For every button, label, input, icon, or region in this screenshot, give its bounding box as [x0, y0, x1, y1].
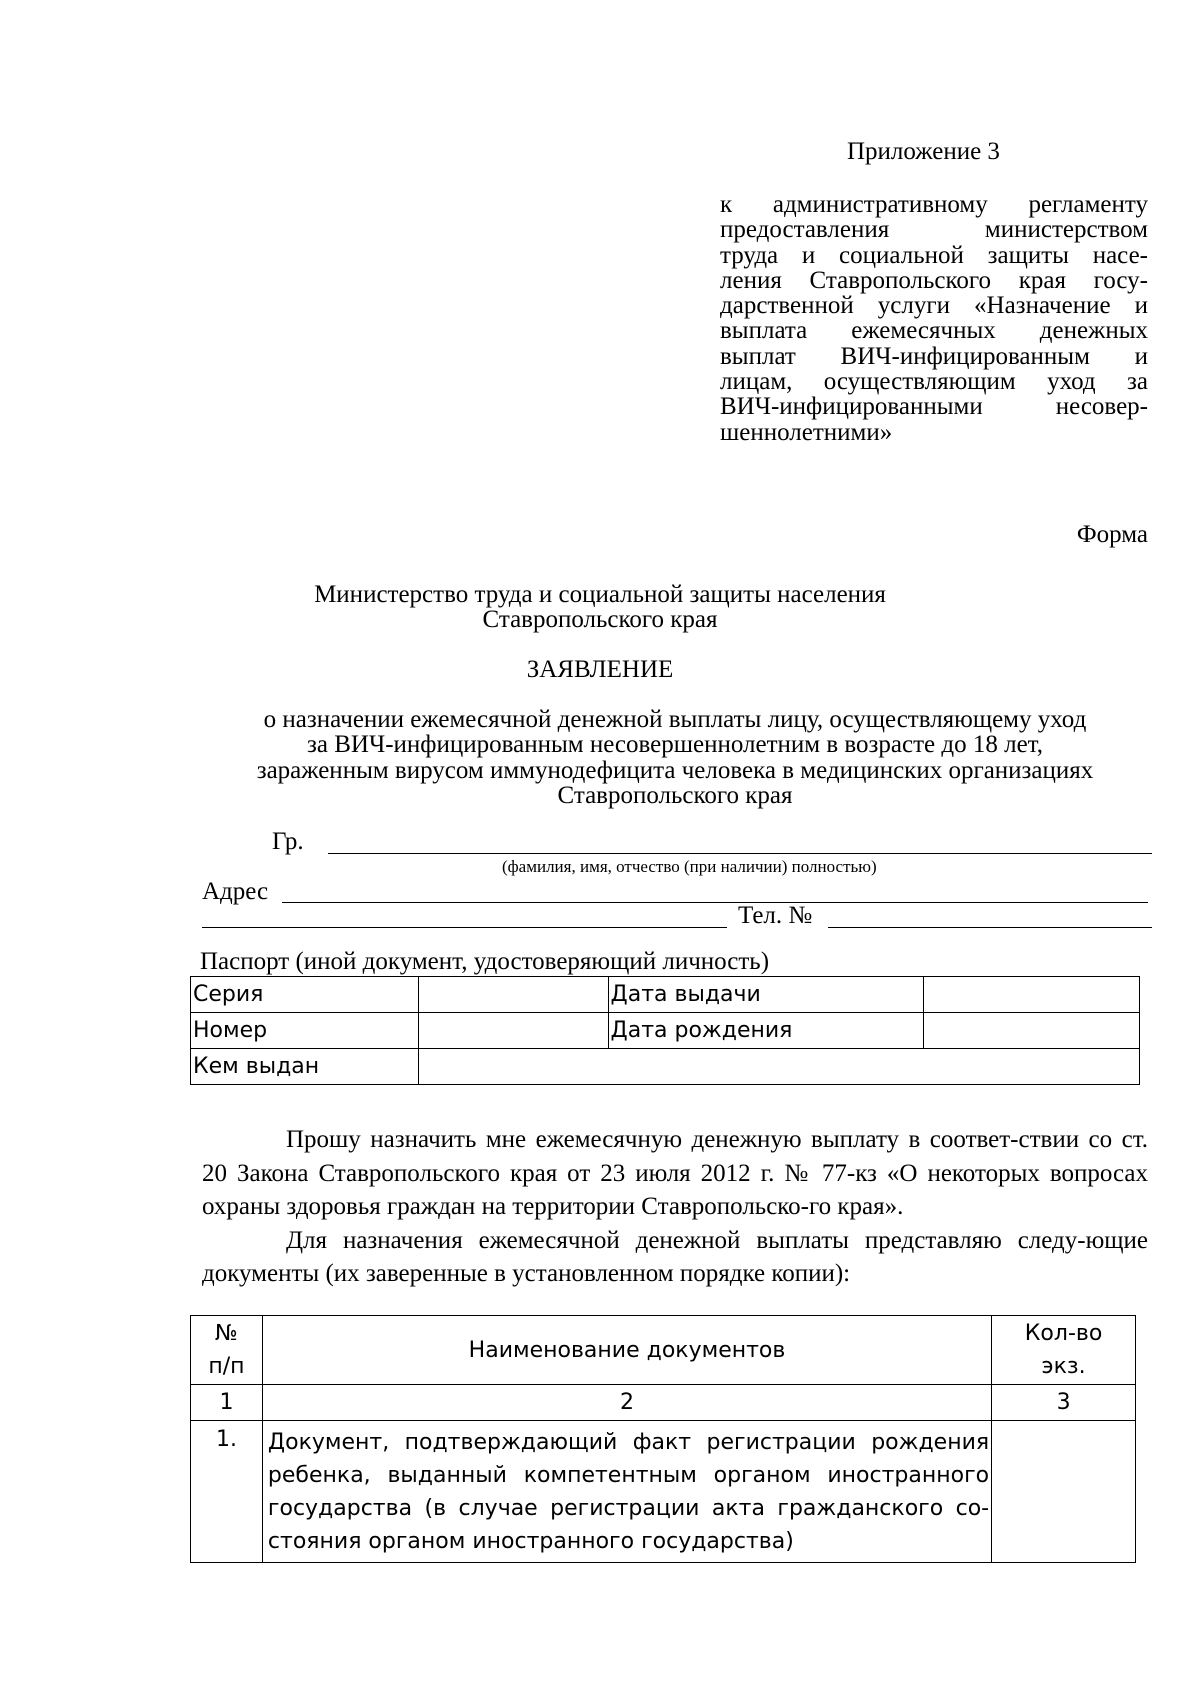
table-row — [191, 1013, 1140, 1049]
ministry-line: Министерство труда и социальной защиты населения — [314, 581, 886, 608]
statement-subtitle — [200, 707, 1150, 808]
birth-date-label: Дата рождения — [608, 1013, 924, 1049]
header-line: № — [215, 1321, 238, 1346]
issue-date-field[interactable] — [924, 977, 1140, 1013]
table-row — [191, 977, 1140, 1013]
subtitle-line: за ВИЧ-инфицированным несовершеннолетним в возрасте до 18 лет, — [307, 731, 1043, 759]
count-column-header — [992, 1316, 1136, 1385]
table-row — [191, 1421, 1136, 1563]
column-number: 1 — [191, 1385, 263, 1421]
ministry-line: Ставропольского края — [482, 606, 718, 633]
ministry-name — [0, 582, 1200, 632]
form-label: Форма — [1076, 521, 1148, 548]
regulation-line: выплат ВИЧ-инфицированным и — [720, 342, 1148, 370]
passport-table — [190, 976, 1140, 1085]
passport-caption: Паспорт (иной документ, удостоверяющий личность) — [200, 948, 770, 975]
series-field[interactable] — [418, 977, 608, 1013]
subtitle-line: Ставропольского края — [557, 781, 793, 809]
regulation-line: выплата ежемесячных денежных — [720, 317, 1148, 345]
address-field[interactable] — [282, 902, 1148, 903]
header-line: п/п — [208, 1354, 245, 1379]
subtitle-line: о назначении ежемесячной денежной выплаты лицу, осуществляющему уход — [263, 706, 1087, 733]
request-paragraph: Прошу назначить мне ежемесячную денежную выплату в соответ-ствии со ст. 20 Закона Ставропольского края от 23 июля 2012 г. № 77-кз «О некоторых вопросах охраны здоровья граждан на территории Ставропольско-го края». — [202, 1126, 1148, 1220]
table-header-row — [191, 1316, 1136, 1385]
document-name: Документ, подтверждающий факт регистрации рождения ребенка, выданный компетентным органом иностранного государства (в случае регистрации акта гражданского со-стояния органом иностранного государства) — [262, 1421, 991, 1563]
regulation-line: дарственной услуги «Назначение и — [720, 292, 1148, 320]
regulation-line: шеннолетними» — [720, 418, 893, 446]
regulation-line: к административному регламенту — [720, 191, 1148, 218]
citizen-label: Гр. — [272, 828, 304, 855]
column-number: 3 — [992, 1385, 1136, 1421]
birth-date-field[interactable] — [924, 1013, 1140, 1049]
name-column-header: Наименование документов — [262, 1316, 991, 1385]
table-row — [191, 1049, 1140, 1085]
phone-label: Тел. № — [738, 902, 813, 929]
documents-table — [190, 1315, 1136, 1563]
subtitle-line: зараженным вирусом иммунодефицита человека в медицинских организациях — [256, 756, 1094, 784]
address-label: Адрес — [202, 878, 269, 905]
regulation-line: предоставления министерством — [720, 216, 1148, 244]
name-hint: (фамилия, имя, отчество (при наличии) полностью) — [502, 857, 877, 876]
number-column-header — [191, 1316, 263, 1385]
column-number: 2 — [262, 1385, 991, 1421]
header-line: Кол-во — [1024, 1321, 1103, 1346]
column-number-row — [191, 1385, 1136, 1421]
regulation-reference — [720, 192, 1148, 445]
issued-by-label: Кем выдан — [191, 1049, 419, 1085]
series-label: Серия — [191, 977, 419, 1013]
issued-by-field[interactable] — [418, 1049, 1139, 1085]
number-field[interactable] — [418, 1013, 608, 1049]
appendix-title: Приложение 3 — [847, 138, 1000, 165]
citizen-name-field[interactable] — [328, 853, 1152, 854]
regulation-line: ления Ставропольского края госу- — [720, 266, 1148, 294]
regulation-line: труда и социальной защиты насе- — [720, 241, 1148, 269]
phone-field[interactable] — [828, 927, 1152, 928]
header-line: экз. — [1041, 1354, 1086, 1379]
regulation-line: лицам, осуществляющим уход за — [720, 368, 1148, 396]
issue-date-label: Дата выдачи — [608, 977, 924, 1013]
request-text — [202, 1123, 1148, 1291]
row-number: 1. — [191, 1421, 263, 1563]
number-label: Номер — [191, 1013, 419, 1049]
address-field-continued[interactable] — [202, 927, 727, 928]
regulation-line: ВИЧ-инфицированными несовер- — [720, 393, 1148, 421]
statement-title: ЗАЯВЛЕНИЕ — [526, 656, 674, 683]
copies-count-field[interactable] — [992, 1421, 1136, 1563]
documents-intro-paragraph: Для назначения ежемесячной денежной выплаты представляю следу-ющие документы (их заверенные в установленном порядке копии): — [202, 1226, 1148, 1287]
